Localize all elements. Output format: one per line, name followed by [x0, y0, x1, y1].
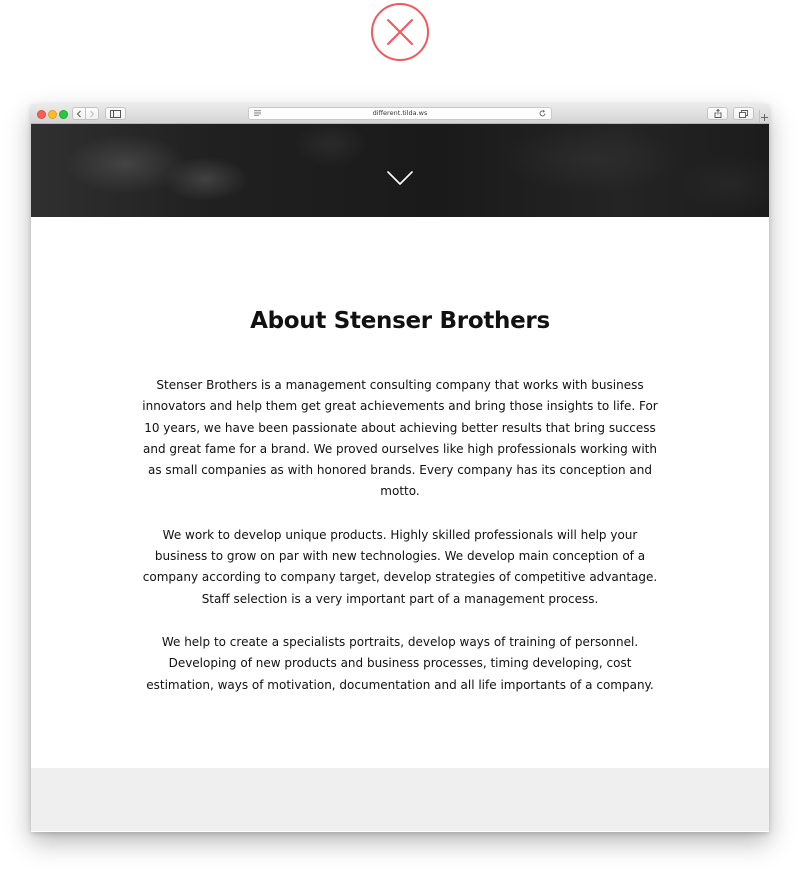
back-button[interactable]: [72, 107, 86, 120]
close-x-circle-icon: [370, 2, 430, 62]
about-title: About Stenser Brothers: [250, 308, 550, 334]
tabs-button[interactable]: [733, 107, 754, 120]
reload-icon[interactable]: [539, 110, 546, 117]
address-bar[interactable]: [248, 107, 552, 120]
chevron-left-icon: [76, 110, 82, 118]
about-section: [31, 217, 769, 768]
chevron-down-icon[interactable]: [387, 171, 413, 185]
share-icon: [714, 109, 722, 118]
share-button[interactable]: [707, 107, 728, 120]
hero-cover: [31, 124, 769, 217]
browser-window: [31, 104, 769, 832]
url-text: different.tilda.ws: [372, 109, 428, 117]
window-close-button[interactable]: [37, 110, 46, 119]
chevron-right-icon: [89, 110, 95, 118]
sidebar-icon: [110, 110, 121, 118]
forward-button[interactable]: [85, 107, 99, 120]
window-zoom-button[interactable]: [59, 110, 68, 119]
tabs-icon: [739, 110, 748, 118]
next-section-band: [31, 768, 769, 831]
sidebar-button[interactable]: [105, 107, 126, 120]
new-tab-button[interactable]: [759, 110, 769, 124]
about-paragraph-1: Stenser Brothers is a management consulting company that works with business innovators and help them get great achievements and bring those insights to life. For 10 years, we have been passionate about achieving better results that bring success and great fame for a brand. We proved ourselves like high professionals working with as small companies as with honored brands. Every company has its conception and motto.: [142, 378, 658, 499]
about-paragraph-2: We work to develop unique products. Highly skilled professionals will help your business to grow on par with new technologies. We develop main conception of a company according to company target, develop strategies of competitive advantage. Staff selection is a very important part of a management process.: [142, 527, 658, 606]
about-paragraph-3: We help to create a specialists portraits, develop ways of training of personnel. Developing of new products and business processes, timing developing, cost estimation, ways of motivation, documentation and all life importants of a company.: [146, 634, 654, 692]
window-minimize-button[interactable]: [48, 110, 57, 119]
about-text: [135, 375, 665, 718]
plus-icon: [761, 114, 768, 121]
browser-toolbar: [31, 104, 769, 124]
